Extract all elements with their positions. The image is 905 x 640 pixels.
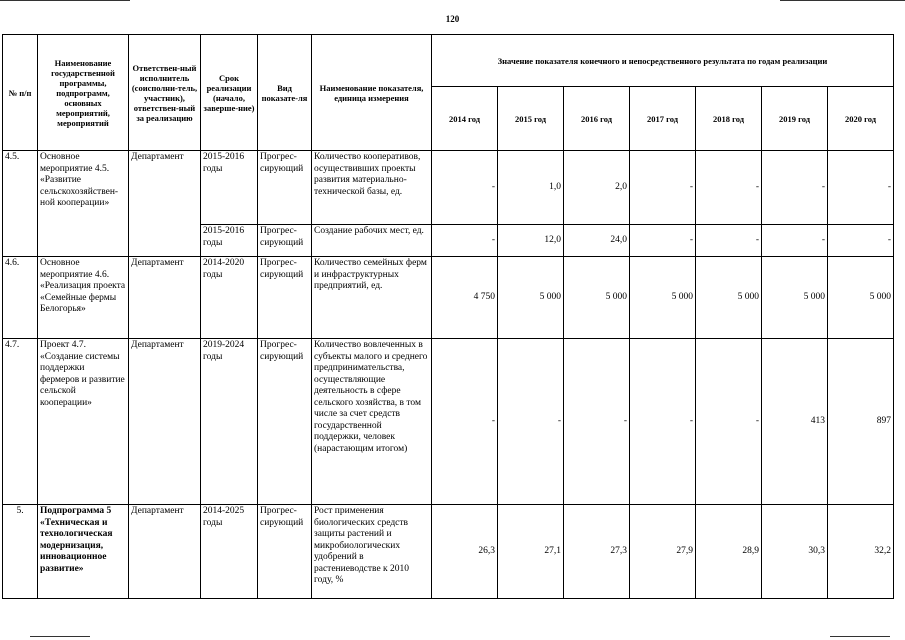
value-cell: 30,3 — [762, 505, 828, 599]
table-row-4-5 — [3, 151, 894, 225]
header-values-group: Значение показателя конечного и непосредственного результата по годам реализации — [432, 35, 894, 87]
row-program: Основное мероприятие 4.5. «Развитие сельскохозяйствен-ной кооперации» — [38, 151, 129, 257]
row-num: 4.7. — [3, 339, 38, 505]
value-cell: 5 000 — [498, 257, 564, 339]
row-indicator: Количество вовлеченных в субъекты малого и среднего предпринимательства, осуществляющие деятельность в сфере сельского хозяйства, в том числе за счет средств государственной поддержки, человек (нарастающим итогом) — [312, 339, 432, 505]
value-cell: 2,0 — [564, 151, 630, 225]
header-num: № п/п — [3, 35, 38, 151]
value-cell: 5 000 — [696, 257, 762, 339]
row-term: 2014-2025 годы — [201, 505, 258, 599]
row-num: 4.5. — [3, 151, 38, 257]
value-cell: - — [696, 151, 762, 225]
row-program: Подпрограмма 5 «Техническая и технологическая модернизация, инновационное развитие» — [38, 505, 129, 599]
row-num: 5. — [3, 505, 38, 599]
header-year: 2015 год — [498, 87, 564, 151]
row-indicator: Создание рабочих мест, ед. — [312, 225, 432, 257]
row-program: Проект 4.7. «Создание системы поддержки фермеров и развитие сельской кооперации» — [38, 339, 129, 505]
top-rule-right — [780, 0, 905, 1]
value-cell: 5 000 — [828, 257, 894, 339]
row-type: Прогрес-сирующий — [258, 151, 312, 225]
value-cell: 27,3 — [564, 505, 630, 599]
value-cell: - — [630, 151, 696, 225]
value-cell: - — [696, 225, 762, 257]
header-year: 2017 год — [630, 87, 696, 151]
page-number: 120 — [445, 14, 460, 24]
row-term: 2019-2024 годы — [201, 339, 258, 505]
value-cell: 413 — [762, 339, 828, 505]
header-program: Наименование государственной программы, подпрограмм, основных мероприятий, мероприятий — [38, 35, 129, 151]
top-rule-left — [0, 0, 130, 1]
value-cell: 5 000 — [762, 257, 828, 339]
row-indicator: Количество семейных ферм и инфраструктурных предприятий, ед. — [312, 257, 432, 339]
value-cell: 27,9 — [630, 505, 696, 599]
header-year: 2014 год — [432, 87, 498, 151]
row-term: 2015-2016 годы — [201, 225, 258, 257]
header-year: 2020 год — [828, 87, 894, 151]
header-term: Срок реализации (начало, заверше-ние) — [201, 35, 258, 151]
row-term: 2014-2020 годы — [201, 257, 258, 339]
row-indicator: Рост применения биологических средств защиты растений и микробиологических удобрений в растениеводстве к 2010 году, % — [312, 505, 432, 599]
header-row-1 — [3, 35, 894, 87]
row-responsible: Департамент — [129, 505, 201, 599]
table-row-4-7 — [3, 339, 894, 505]
bottom-rule-left — [30, 636, 90, 637]
value-cell: - — [828, 225, 894, 257]
value-cell: - — [762, 151, 828, 225]
value-cell: - — [696, 339, 762, 505]
row-type: Прогрес-сирующий — [258, 257, 312, 339]
header-responsible: Ответствен-ный исполнитель (соисполни-тель, участник), ответствен-ный за реализацию — [129, 35, 201, 151]
row-responsible: Департамент — [129, 339, 201, 505]
row-type: Прогрес-сирующий — [258, 225, 312, 257]
row-type: Прогрес-сирующий — [258, 505, 312, 599]
value-cell: 24,0 — [564, 225, 630, 257]
value-cell: 28,9 — [696, 505, 762, 599]
row-indicator: Количество кооперативов, осуществивших проекты развития материально-технической базы, ед. — [312, 151, 432, 225]
value-cell: - — [762, 225, 828, 257]
value-cell: - — [564, 339, 630, 505]
header-year: 2016 год — [564, 87, 630, 151]
row-type: Прогрес-сирующий — [258, 339, 312, 505]
row-program: Основное мероприятие 4.6. «Реализация проекта «Семейные фермы Белогорья» — [38, 257, 129, 339]
value-cell: 26,3 — [432, 505, 498, 599]
value-cell: 32,2 — [828, 505, 894, 599]
value-cell: - — [498, 339, 564, 505]
value-cell: 5 000 — [564, 257, 630, 339]
header-year: 2019 год — [762, 87, 828, 151]
table-row-4-6 — [3, 257, 894, 339]
value-cell: - — [432, 151, 498, 225]
indicators-table — [2, 34, 894, 599]
value-cell: 27,1 — [498, 505, 564, 599]
value-cell: - — [630, 339, 696, 505]
value-cell: 4 750 — [432, 257, 498, 339]
value-cell: - — [630, 225, 696, 257]
value-cell: - — [432, 339, 498, 505]
value-cell: 5 000 — [630, 257, 696, 339]
row-responsible: Департамент — [129, 151, 201, 257]
value-cell: - — [828, 151, 894, 225]
value-cell: 1,0 — [498, 151, 564, 225]
header-type: Вид показате-ля — [258, 35, 312, 151]
row-term: 2015-2016 годы — [201, 151, 258, 225]
header-indicator: Наименование показателя, единица измерения — [312, 35, 432, 151]
value-cell: 897 — [828, 339, 894, 505]
bottom-rule-right — [830, 636, 890, 637]
table-row-5 — [3, 505, 894, 599]
header-year: 2018 год — [696, 87, 762, 151]
row-responsible: Департамент — [129, 257, 201, 339]
value-cell: 12,0 — [498, 225, 564, 257]
value-cell: - — [432, 225, 498, 257]
row-num: 4.6. — [3, 257, 38, 339]
